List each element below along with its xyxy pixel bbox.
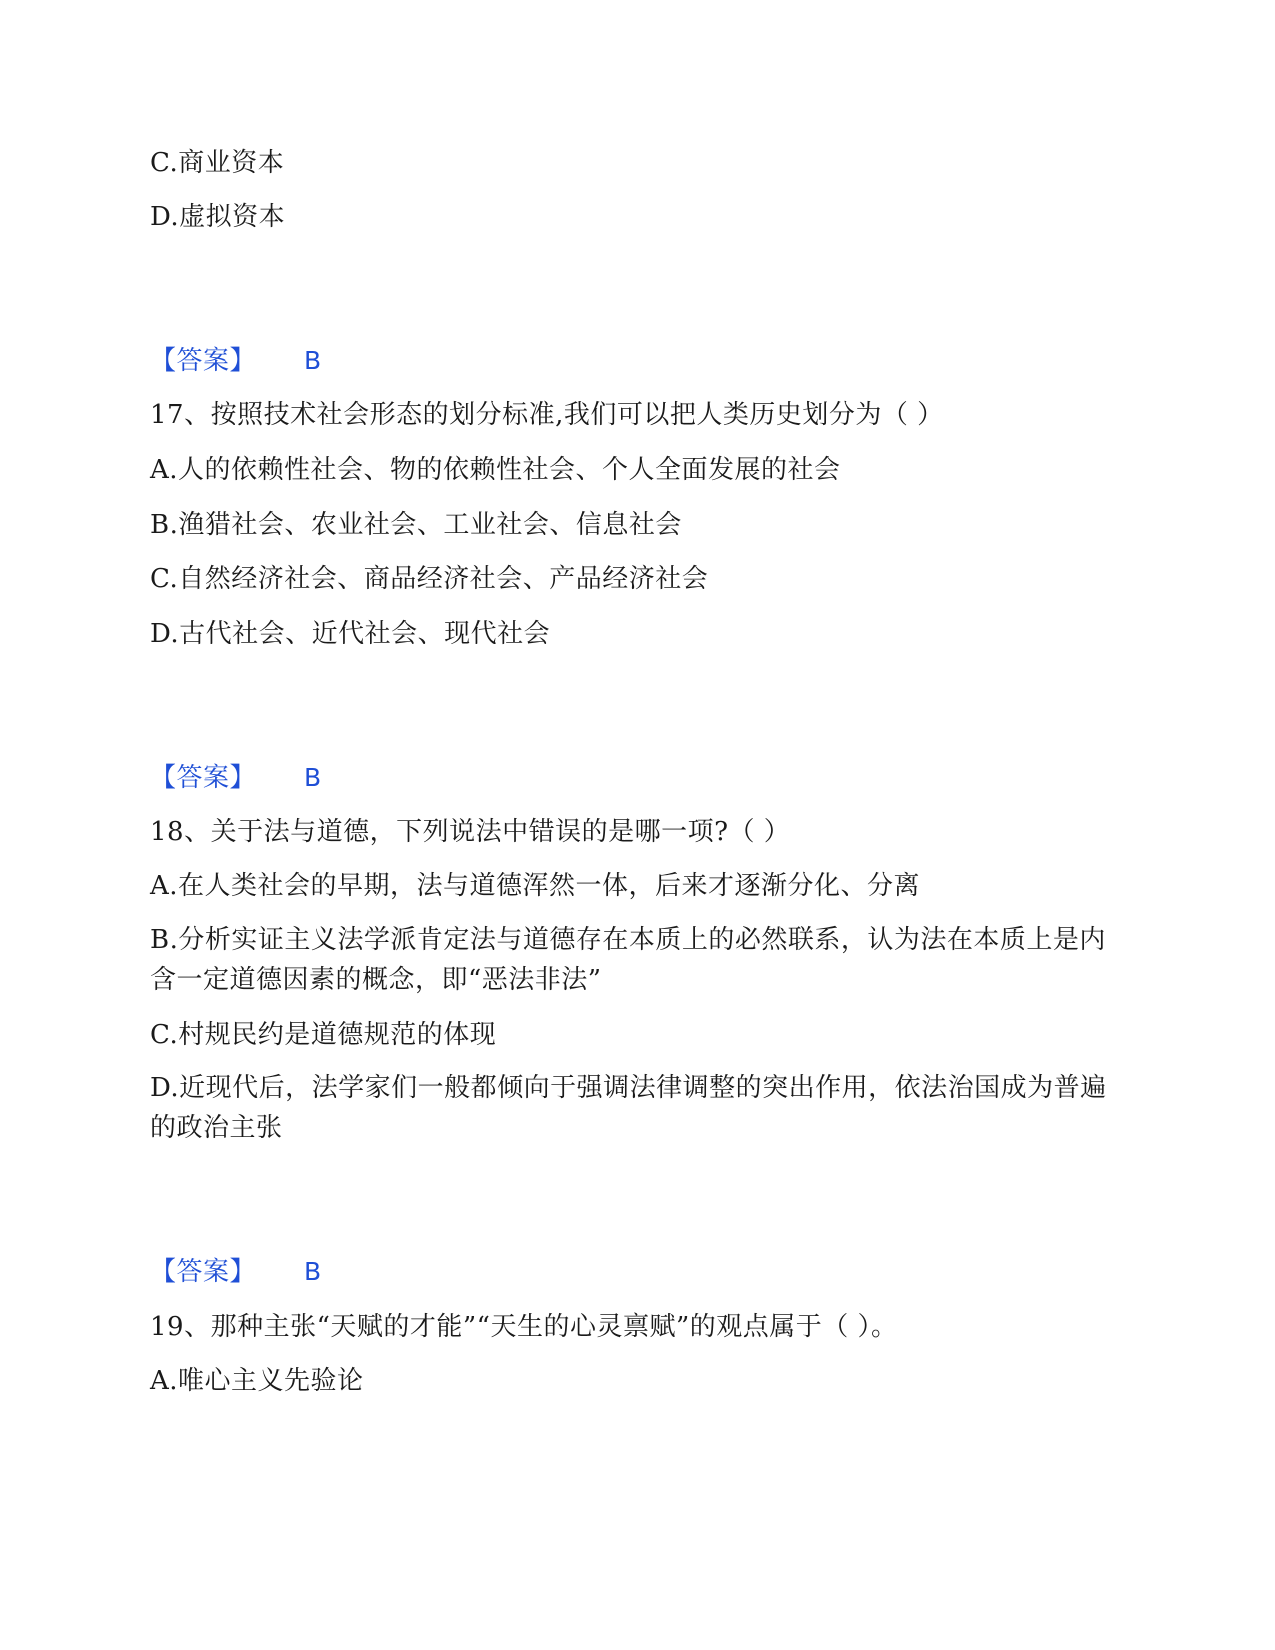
- answer-value: B: [304, 346, 322, 375]
- option-b-q18: B.分析实证主义法学派肯定法与道德存在本质上的必然联系，认为法在本质上是内含一定道德因素的概念，即“恶法非法”: [150, 925, 1106, 995]
- answer-label: 【答案】: [150, 763, 257, 793]
- option-d-q18: D.近现代后，法学家们一般都倾向于强调法律调整的突出作用，依法治国成为普遍的政治主张: [150, 1073, 1107, 1143]
- answer-value: B: [304, 763, 322, 792]
- option-c-q18: C.村规民约是道德规范的体现: [150, 1020, 497, 1050]
- question-18: 18、关于法与道德，下列说法中错误的是哪一项?（ ）: [150, 817, 791, 847]
- answer-label: 【答案】: [150, 346, 257, 376]
- option-a-q17: A.人的依赖性社会、物的依赖性社会、个人全面发展的社会: [150, 455, 841, 485]
- option-c-q16: C.商业资本: [150, 148, 285, 178]
- answer-q16: [150, 344, 322, 378]
- answer-q18: [150, 1255, 322, 1289]
- answer-q17: [150, 761, 322, 795]
- question-17: 17、按照技术社会形态的划分标准,我们可以把人类历史划分为（ ）: [150, 400, 944, 430]
- option-a-q19: A.唯心主义先验论: [150, 1366, 364, 1396]
- option-c-q17: C.自然经济社会、商品经济社会、产品经济社会: [150, 564, 709, 594]
- option-a-q18: A.在人类社会的早期，法与道德浑然一体，后来才逐渐分化、分离: [150, 871, 921, 901]
- question-19: 19、那种主张“天赋的才能”“天生的心灵禀赋”的观点属于（ ）。: [150, 1312, 898, 1342]
- option-d-q16: D.虚拟资本: [150, 202, 286, 232]
- option-b-q17: B.渔猎社会、农业社会、工业社会、信息社会: [150, 510, 682, 540]
- answer-label: 【答案】: [150, 1257, 257, 1287]
- answer-value: B: [304, 1257, 322, 1286]
- option-d-q17: D.古代社会、近代社会、现代社会: [150, 619, 551, 649]
